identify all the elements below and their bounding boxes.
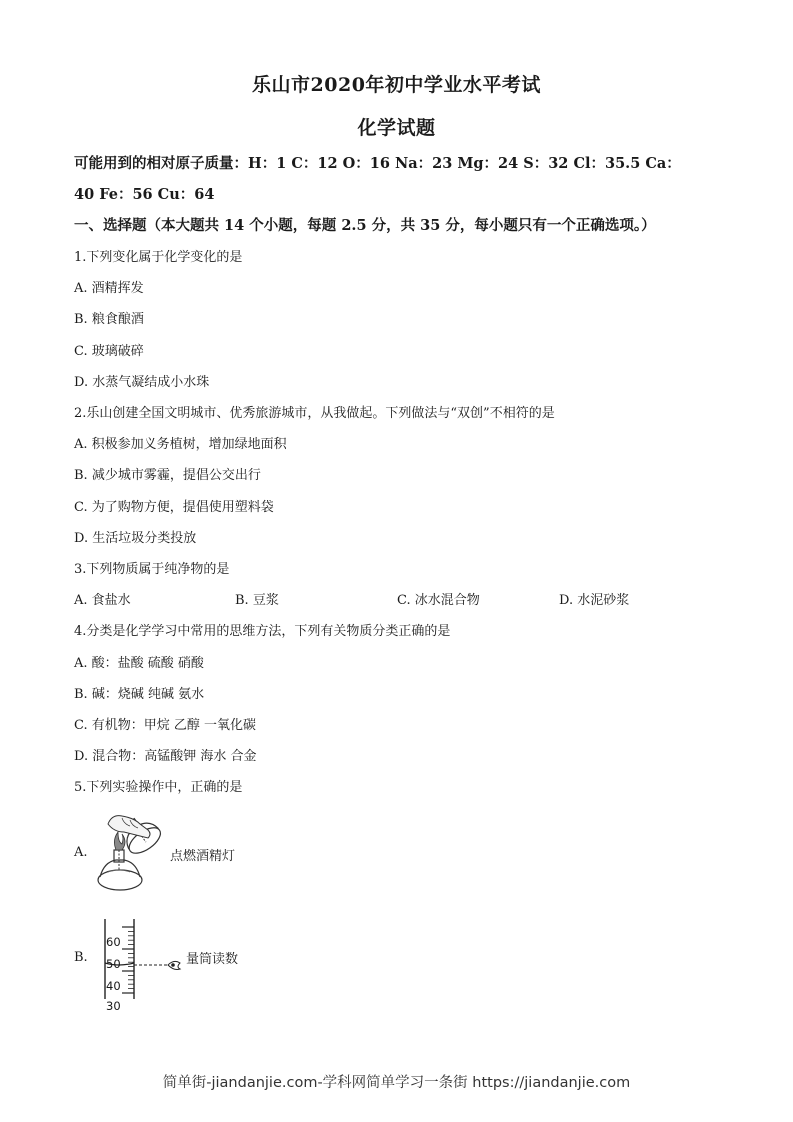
cylinder-tick-40: 40 — [106, 979, 121, 993]
question-3-option-a: A. 食盐水 — [74, 593, 131, 608]
question-3-stem: 3.下列物质属于纯净物的是 — [74, 562, 230, 577]
question-3-option-c: C. 冰水混合物 — [397, 593, 480, 608]
question-2-stem: 2.乐山创建全国文明城市、优秀旅游城市，从我做起。下列做法与“双创”不相符的是 — [74, 406, 555, 421]
question-5-option-a-letter: A. — [74, 845, 88, 860]
question-2-option-d: D. 生活垃圾分类投放 — [74, 531, 197, 546]
question-1-option-c: C. 玻璃破碎 — [74, 344, 144, 359]
cylinder-tick-50: 50 — [106, 957, 121, 971]
question-2-option-a: A. 积极参加义务植树，增加绿地面积 — [74, 437, 287, 452]
question-4-option-a: A. 酸：盐酸 硫酸 硝酸 — [74, 656, 204, 671]
question-4-option-d: D. 混合物：高锰酸钾 海水 合金 — [74, 749, 257, 764]
question-1-option-d: D. 水蒸气凝结成小水珠 — [74, 375, 210, 390]
question-4-option-b: B. 碱：烧碱 纯碱 氨水 — [74, 687, 205, 702]
alcohol-lamp-illustration — [94, 810, 174, 895]
question-1-stem: 1.下列变化属于化学变化的是 — [74, 250, 243, 265]
question-1-option-b: B. 粮食酿酒 — [74, 312, 144, 327]
question-3-option-b: B. 豆浆 — [235, 593, 279, 608]
exam-subtitle: 化学试题 — [357, 117, 436, 139]
footer-watermark[interactable]: 简单街-jiandanjie.com-学科网简单学习一条街 https://jiandanjie.com — [162, 1075, 631, 1091]
question-5-option-b-caption: 量筒读数 — [186, 952, 239, 967]
question-5-option-a-caption: 点燃酒精灯 — [170, 849, 236, 864]
atomic-mass-line-1: 可能用到的相对原子质量：H：1 C：12 O：16 Na：23 Mg：24 S：32 Cl：35.5 Ca： — [74, 155, 681, 172]
exam-title: 乐山市2020年初中学业水平考试 — [252, 74, 541, 96]
atomic-mass-line-2: 40 Fe：56 Cu：64 — [74, 186, 215, 203]
question-5-stem: 5.下列实验操作中，正确的是 — [74, 780, 243, 795]
section-heading: 一、选择题（本大题共 14 个小题，每题 2.5 分，共 35 分，每小题只有一个正确选项。） — [74, 217, 656, 234]
question-4-option-c: C. 有机物：甲烷 乙醇 一氧化碳 — [74, 718, 257, 733]
question-2-option-c: C. 为了购物方便，提倡使用塑料袋 — [74, 500, 274, 515]
question-1-option-a: A. 酒精挥发 — [74, 281, 144, 296]
question-4-stem: 4.分类是化学学习中常用的思维方法，下列有关物质分类正确的是 — [74, 624, 451, 639]
question-3-option-d: D. 水泥砂浆 — [559, 593, 630, 608]
cylinder-tick-60: 60 — [106, 935, 121, 949]
question-5-option-b-letter: B. — [74, 950, 88, 965]
cylinder-tick-30: 30 — [106, 999, 121, 1013]
question-2-option-b: B. 减少城市雾霾，提倡公交出行 — [74, 468, 261, 483]
